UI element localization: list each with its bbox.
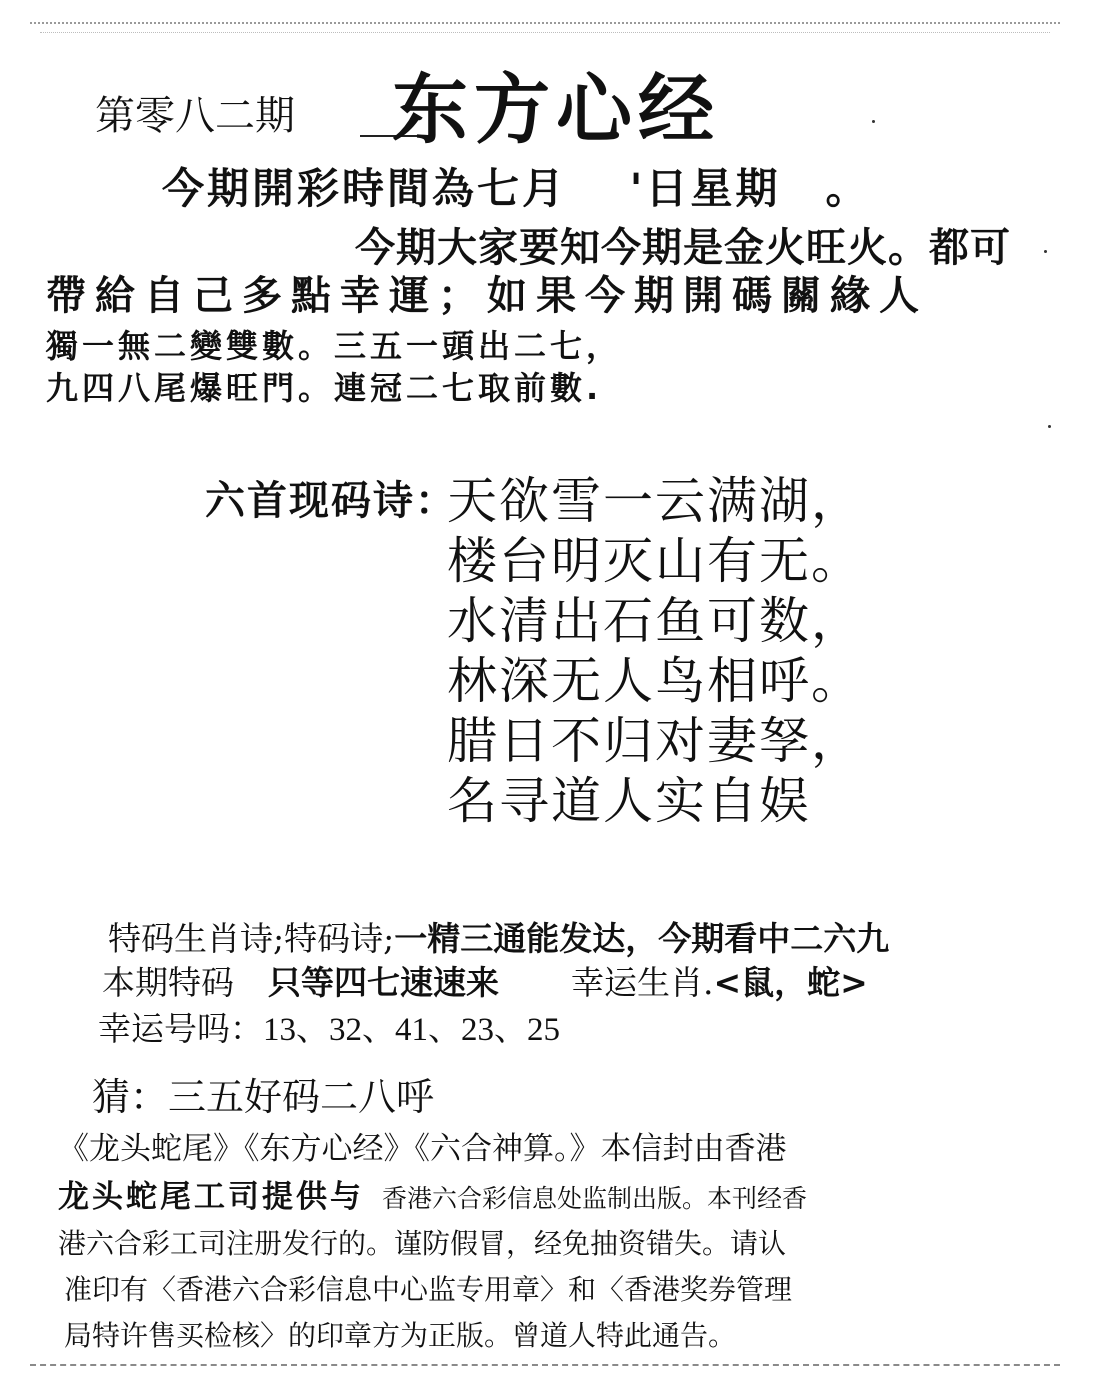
intro-line-a: 今期大家要知今期是金火旺火。都可 xyxy=(355,225,1011,271)
lucky-zodiac-label: 幸运生肖. xyxy=(571,963,714,1002)
notice-line-4: 准印有〈香港六合彩信息中心监专用章〉和〈香港奖券管理 xyxy=(64,1273,793,1306)
top-border-dotted xyxy=(30,22,1060,24)
poem-line: 天欲雪一云满湖， xyxy=(447,472,863,530)
special-code-text: 只等四七速速来 xyxy=(268,963,499,1002)
page-title: 东方心经 xyxy=(392,65,720,154)
lucky-zodiac-value: <鼠，蛇> xyxy=(713,963,868,1002)
special-line-1 xyxy=(108,919,890,958)
guess-label: 猜： xyxy=(92,1075,169,1119)
notice-line-1: 《龙头蛇尾》《东方心经》《六合神算。》本信封由香港 xyxy=(58,1131,787,1167)
poem-label: 六首现码诗： xyxy=(205,478,457,524)
guess-text: 三五好码二八呼 xyxy=(168,1075,435,1119)
bottom-border-dashed xyxy=(30,1364,1060,1366)
intro-line-c: 獨一無二變雙數。三五一頭出二七， xyxy=(46,327,623,365)
notice-line-5: 局特许售买检核〉的印章方为正版。曾道人特此通告。 xyxy=(64,1319,737,1352)
special-code-label: 本期特码 xyxy=(102,963,234,1002)
scan-speck xyxy=(1044,250,1047,253)
special-poem-label: 特码生肖诗;特码诗; xyxy=(108,919,395,958)
notice-line-3: 港六合彩工司注册发行的。谨防假冒，经免抽资错失。请认 xyxy=(58,1227,787,1260)
lucky-numbers-label: 幸运号吗： xyxy=(98,1009,263,1048)
guess-line xyxy=(92,1075,435,1119)
intro-line-b: 帶給自己多點幸運；如果今期開碼關緣人 xyxy=(46,273,928,319)
draw-time-line: 今期開彩時間為七月 '日星期 。 xyxy=(162,164,871,213)
special-poem-text: 一精三通能发达，今期看中二六九 xyxy=(394,919,890,958)
lucky-numbers-line xyxy=(98,1009,560,1048)
scan-speck xyxy=(1048,425,1051,428)
poem-line: 楼台明灭山有无。 xyxy=(447,532,863,590)
special-line-2 xyxy=(102,963,868,1002)
notice-line-2-main: 龙头蛇尾工司提供与 xyxy=(58,1179,364,1215)
notice-line-2-small: 香港六合彩信息处监制出版。本刊经香 xyxy=(382,1184,808,1213)
poem-line: 腊日不归对妻孥， xyxy=(447,712,863,770)
poem-line: 名寻道人实自娱 xyxy=(447,772,811,830)
scan-speck xyxy=(872,120,875,123)
notice-line-2 xyxy=(58,1179,808,1215)
intro-line-d: 九四八尾爆旺門。連冠二七取前數. xyxy=(46,369,603,407)
poem-line: 林深无人鸟相呼。 xyxy=(447,652,863,710)
issue-number: 第零八二期 xyxy=(95,93,295,138)
poem-line: 水清出石鱼可数， xyxy=(447,592,863,650)
lucky-numbers-value: 13、32、41、23、25 xyxy=(263,1012,560,1048)
top-border-dotted-inner xyxy=(40,32,1050,33)
